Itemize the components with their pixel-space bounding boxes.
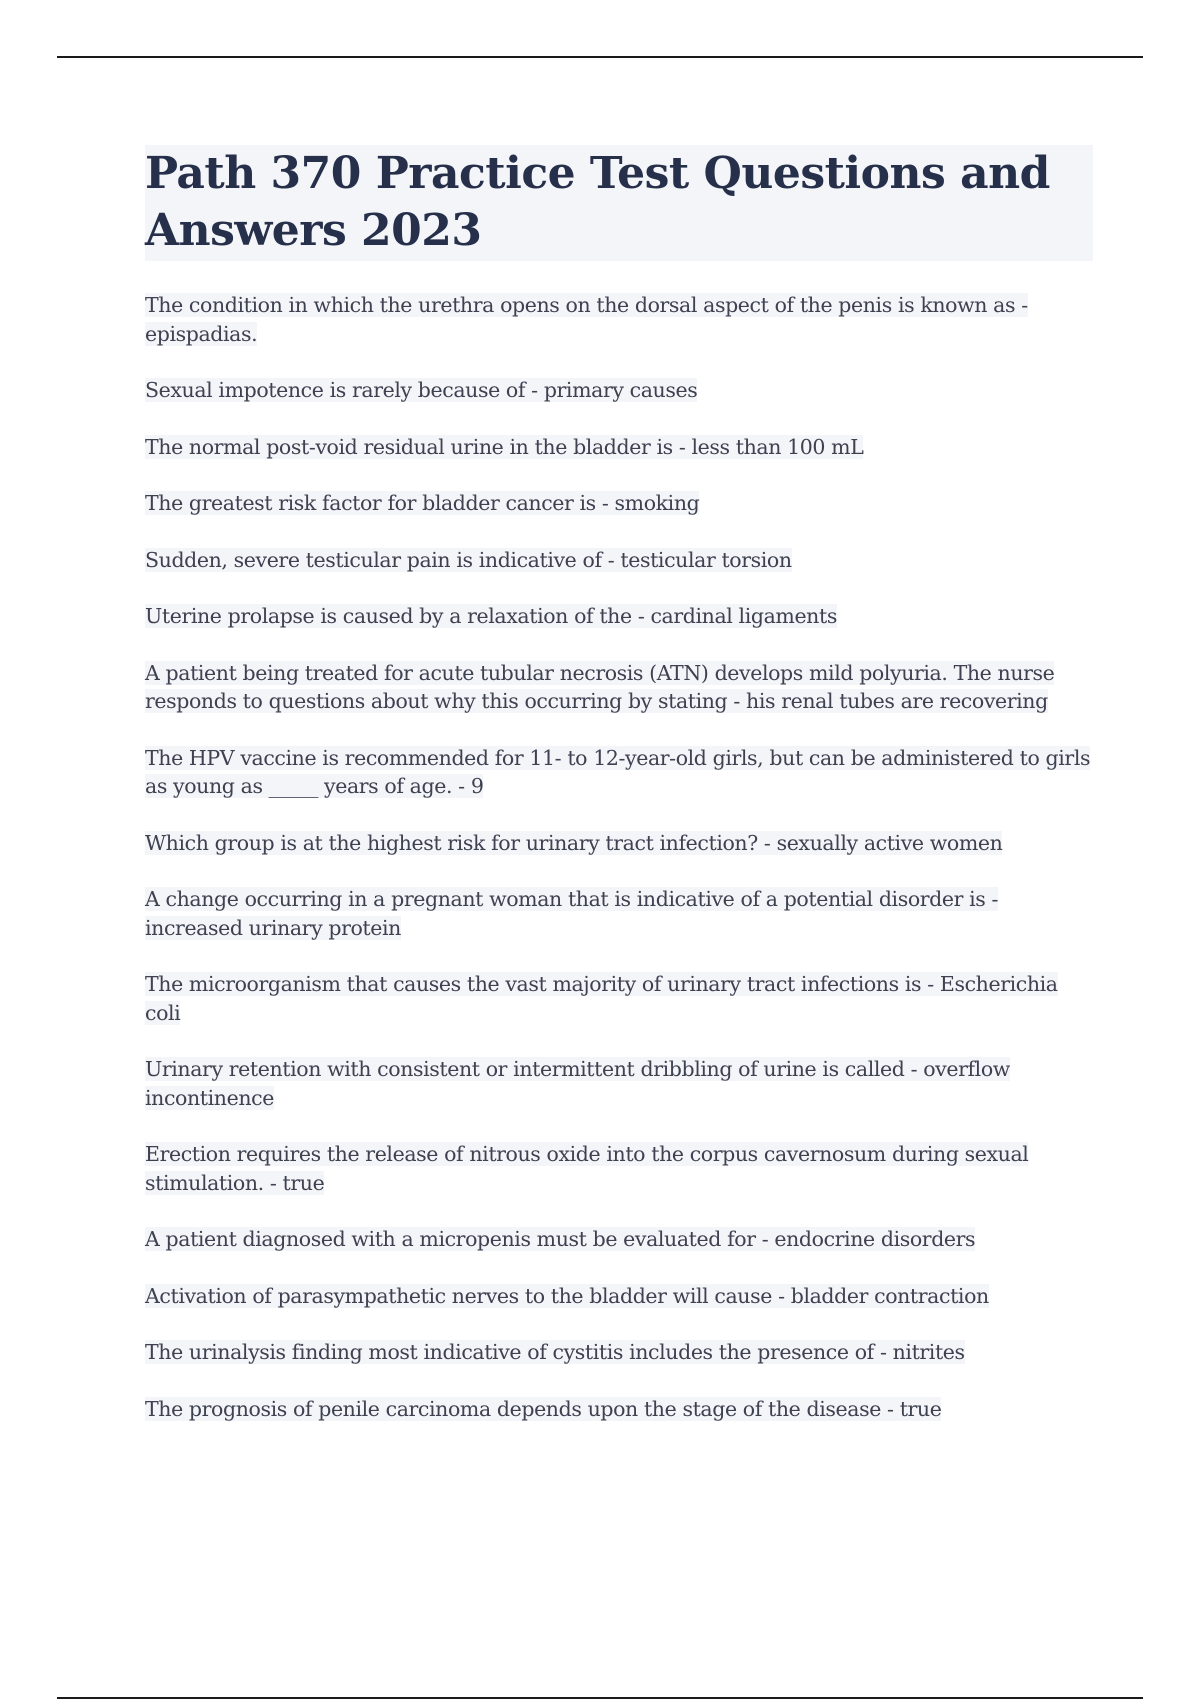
- qa-item: [145, 489, 1093, 518]
- qa-item: [145, 829, 1093, 858]
- document-body: [145, 145, 1093, 1451]
- qa-text: Activation of parasympathetic nerves to the bladder will cause - bladder contraction: [145, 1283, 989, 1308]
- qa-text: Sexual impotence is rarely because of - primary causes: [145, 378, 698, 402]
- qa-item: [145, 970, 1093, 1027]
- qa-text: The condition in which the urethra opens on the dorsal aspect of the penis is known as - epispadias.: [145, 293, 1028, 346]
- qa-item: [145, 1140, 1093, 1197]
- qa-item: [145, 1395, 1093, 1424]
- qa-item: [145, 546, 1093, 575]
- qa-text: The greatest risk factor for bladder cancer is - smoking: [145, 491, 700, 515]
- qa-text: Which group is at the highest risk for urinary tract infection? - sexually active women: [145, 830, 1003, 855]
- qa-item: [145, 744, 1093, 801]
- qa-text: A patient being treated for acute tubular necrosis (ATN) develops mild polyuria. The nurse responds to questions about why this occurring by stating - his renal tubes are recovering: [145, 660, 1055, 713]
- qa-item: [145, 1225, 1093, 1254]
- qa-text: The HPV vaccine is recommended for 11- to 12-year-old girls, but can be administered to girls as young as _____ years of age. - 9: [145, 745, 1091, 798]
- qa-text: Sudden, severe testicular pain is indicative of - testicular torsion: [145, 547, 792, 572]
- page-title: Path 370 Practice Test Questions and Answers 2023: [145, 145, 1093, 261]
- qa-item: [145, 602, 1093, 631]
- qa-item: [145, 433, 1093, 462]
- qa-item: [145, 885, 1093, 942]
- qa-item: [145, 1338, 1093, 1367]
- bottom-rule: [57, 1697, 1143, 1699]
- qa-text: The urinalysis finding most indicative of cystitis includes the presence of - nitrites: [145, 1340, 965, 1364]
- qa-text: A change occurring in a pregnant woman that is indicative of a potential disorder is - increased urinary protein: [145, 887, 999, 940]
- qa-text: Uterine prolapse is caused by a relaxation of the - cardinal ligaments: [145, 604, 837, 628]
- qa-text: The prognosis of penile carcinoma depends upon the stage of the disease - true: [145, 1396, 942, 1421]
- qa-item: [145, 1282, 1093, 1311]
- qa-item: [145, 659, 1093, 716]
- qa-item: [145, 291, 1093, 348]
- top-rule: [57, 56, 1143, 58]
- qa-text: The normal post-void residual urine in the bladder is - less than 100 mL: [145, 434, 864, 459]
- qa-text: A patient diagnosed with a micropenis must be evaluated for - endocrine disorders: [145, 1227, 976, 1251]
- qa-list: [145, 291, 1093, 1423]
- qa-item: [145, 376, 1093, 405]
- qa-item: [145, 1055, 1093, 1112]
- qa-text: Urinary retention with consistent or intermittent dribbling of urine is called - overflow incontinence: [145, 1057, 1010, 1110]
- qa-text: Erection requires the release of nitrous oxide into the corpus cavernosum during sexual stimulation. - true: [145, 1142, 1029, 1195]
- qa-text: The microorganism that causes the vast majority of urinary tract infections is - Escherichia coli: [145, 972, 1058, 1025]
